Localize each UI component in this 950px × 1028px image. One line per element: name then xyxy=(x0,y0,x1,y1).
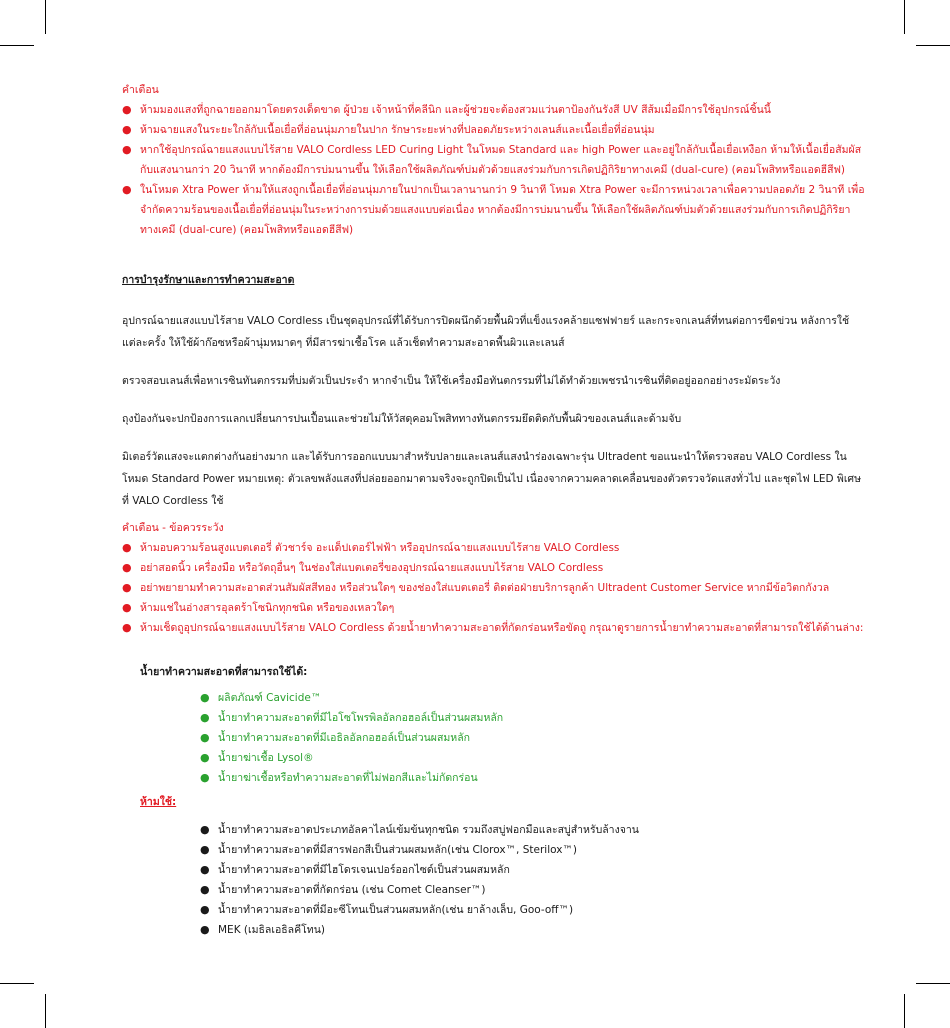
allowed-section xyxy=(140,662,840,788)
caution-item: ● ห้ามแช่ในอ่างสารอุลตร้าโซนิกทุกชนิด หรือของเหลวใดๆ xyxy=(122,598,867,618)
warning-item: ● ในโหมด Xtra Power ห้ามให้แสงถูกเนื้อเยื่อที่อ่อนนุ่มภายในปากเป็นเวลานานกว่า 9 วินาที โหมด Xtra Power จะมีการหน่วงเวลาเพื่อความปลอดภัย 2 วินาที เพื่อจำกัดความร้อนของเนื้อเยื่อที่อ่อนนุ่มในระหว่างการบ่มด้วยแสงแบบต่อเนื่อง หากต้องมีการบ่มนานขึ้น ให้เลือกใช้ผลิตภัณฑ์บ่มตัวด้วยแสงร่วมกับการเกิดปฏิกิริยาทางเคมี (dual-cure) (คอมโพสิทหรือแอดฮีสีฟ) xyxy=(122,180,867,240)
prohibited-item: ● น้ำยาทำความสะอาดประเภทอัลคาไลน์เข้มข้นทุกชนิด รวมถึงสบู่ฟอกมือและสบู่สำหรับล้างจาน xyxy=(200,820,840,840)
bullet-icon: ● xyxy=(200,923,210,936)
bullet-icon: ● xyxy=(200,691,210,704)
crop-mark-top-right xyxy=(904,0,905,34)
bullet-icon: ● xyxy=(200,731,210,744)
allowed-item: ● น้ำยาทำความสะอาดที่มีไอโซโพรพิลอัลกอฮอล์เป็นส่วนผสมหลัก xyxy=(200,708,840,728)
caution-item: ● อย่าสอดนิ้ว เครื่องมือ หรือวัตถุอื่นๆ ในช่องใส่แบตเตอรี่ของอุปกรณ์ฉายแสงแบบไร้สาย VALO Cordless xyxy=(122,558,867,578)
bullet-icon: ● xyxy=(122,541,132,554)
bullet-icon: ● xyxy=(200,751,210,764)
caution-list xyxy=(122,538,867,638)
allowed-list xyxy=(200,688,840,788)
bullet-icon: ● xyxy=(122,183,132,196)
maintenance-paragraph: ถุงป้องกันจะปกป้องการแลกเปลี่ยนการปนเปื้อนและช่วยไม่ให้วัสดุคอมโพสิททางทันตกรรมยึดติดกับพื้นผิวของเลนส์และด้ามจับ xyxy=(122,413,682,425)
bullet-icon: ● xyxy=(200,903,210,916)
warning-section xyxy=(122,80,867,240)
crop-mark-top-left xyxy=(45,0,46,34)
crop-mark-bottom-left xyxy=(45,994,46,1028)
allowed-heading: น้ำยาทำความสะอาดที่สามารถใช้ได้: xyxy=(140,666,308,678)
maintenance-paragraph: มิเตอร์วัดแสงจะแตกต่างกันอย่างมาก และได้รับการออกแบบมาสำหรับปลายและเลนส์แสงนำร่องเฉพาะรุ่น Ultradent ขอแนะนำให้ตรวจสอบ VALO Cordless ในโหมด Standard Power หมายเหตุ: ตัวเลขพลังแสงที่ปล่อยออกมาตามจริงจะถูกปิดเป็นไป เนื่องจากความคลาดเคลื่อนของตัวตรวจวัดแสงทั่วไป และชุดไฟ LED พิเศษที่ VALO Cordless ใช้ xyxy=(122,451,861,507)
crop-mark-bottom-right-h xyxy=(916,983,950,984)
warning-title: คำเตือน xyxy=(122,84,159,96)
crop-mark-top-left-h xyxy=(0,45,34,46)
maintenance-section xyxy=(122,270,867,512)
crop-mark-top-right-h xyxy=(916,45,950,46)
caution-item: ● อย่าพยายามทำความสะอาดส่วนสัมผัสสีทอง หรือส่วนใดๆ ของช่องใส่แบตเตอรี่ ติดต่อฝ่ายบริการลูกค้า Ultradent Customer Service หากมีข้อวิตกกังวล xyxy=(122,578,867,598)
bullet-icon: ● xyxy=(122,143,132,156)
bullet-icon: ● xyxy=(122,581,132,594)
bullet-icon: ● xyxy=(200,883,210,896)
bullet-icon: ● xyxy=(122,561,132,574)
maintenance-paragraph: ตรวจสอบเลนส์เพื่อหาเรซินทันตกรรมที่บ่มตัวเป็นประจำ หากจำเป็น ให้ใช้เครื่องมือทันตกรรมที่ไม่ได้ทำด้วยเพชรนำเรซินที่ติดอยู่ออกอย่างระมัดระวัง xyxy=(122,375,781,387)
maintenance-heading: การบำรุงรักษาและการทำความสะอาด xyxy=(122,274,295,286)
bullet-icon: ● xyxy=(200,843,210,856)
warning-item: ● ห้ามฉายแสงในระยะใกล้กับเนื้อเยื่อที่อ่อนนุ่มภายในปาก รักษาระยะห่างที่ปลอดภัยระหว่างเลนส์และเนื้อเยื่อที่อ่อนนุ่ม xyxy=(122,120,867,140)
allowed-item: ● น้ำยาทำความสะอาดที่มีเอธิลอัลกอฮอล์เป็นส่วนผสมหลัก xyxy=(200,728,840,748)
crop-mark-bottom-right xyxy=(904,994,905,1028)
prohibited-list xyxy=(200,820,840,940)
prohibited-item: ● น้ำยาทำความสะอาดที่กัดกร่อน (เช่น Comet Cleanser™) xyxy=(200,880,840,900)
allowed-item: ● ผลิตภัณฑ์ Cavicide™ xyxy=(200,688,840,708)
prohibited-item: ● น้ำยาทำความสะอาดที่มีไฮโดรเจนเปอร์ออกไซด์เป็นส่วนผสมหลัก xyxy=(200,860,840,880)
bullet-icon: ● xyxy=(122,601,132,614)
allowed-item: ● น้ำยาฆ่าเชื้อหรือทำความสะอาดที่ไม่ฟอกสีและไม่กัดกร่อน xyxy=(200,768,840,788)
allowed-item: ● น้ำยาฆ่าเชื้อ Lysol® xyxy=(200,748,840,768)
bullet-icon: ● xyxy=(200,711,210,724)
bullet-icon: ● xyxy=(122,621,132,634)
bullet-icon: ● xyxy=(200,863,210,876)
prohibited-item: ● น้ำยาทำความสะอาดที่มีอะซีโทนเป็นส่วนผสมหลัก(เช่น ยาล้างเล็บ, Goo-off™) xyxy=(200,900,840,920)
warning-item: ● หากใช้อุปกรณ์ฉายแสงแบบไร้สาย VALO Cordless LED Curing Light ในโหมด Standard และ high Power และอยู่ใกล้กับเนื้อเยื่อเหงือก ห้ามให้เนื้อเยื่อสัมผัสกับแสงนานกว่า 20 วินาที หากต้องมีการบ่มนานขึ้น ให้เลือกใช้ผลิตภัณฑ์บ่มตัวด้วยแสงร่วมกับการเกิดปฏิกิริยาทางเคมี (dual-cure) (คอมโพสิทหรือแอดฮีสีฟ) xyxy=(122,140,867,180)
prohibited-item: ● น้ำยาทำความสะอาดที่มีสารฟอกสีเป็นส่วนผสมหลัก(เช่น Clorox™, Sterilox™) xyxy=(200,840,840,860)
warning-list xyxy=(122,100,867,240)
bullet-icon: ● xyxy=(122,103,132,116)
warning-item: ● ห้ามมองแสงที่ถูกฉายออกมาโดยตรงเด็ดขาด ผู้ป่วย เจ้าหน้าที่คลีนิก และผู้ช่วยจะต้องสวมแว่นตาป้องกันรังสี UV สีส้มเมื่อมีการใช้อุปกรณ์ชิ้นนี้ xyxy=(122,100,867,120)
prohibited-item: ● MEK (เมธิลเอธิลคีโทน) xyxy=(200,920,840,940)
prohibited-heading: ห้ามใช้: xyxy=(140,796,177,808)
caution-item: ● ห้ามเช็ดถูอุปกรณ์ฉายแสงแบบไร้สาย VALO Cordless ด้วยน้ำยาทำความสะอาดที่กัดกร่อนหรือขัดถู กรุณาดูรายการน้ำยาทำความสะอาดที่สามารถใช้ได้ด้านล่าง: xyxy=(122,618,867,638)
prohibited-section xyxy=(140,792,840,940)
crop-mark-bottom-left-h xyxy=(0,983,34,984)
caution-title: คำเตือน - ข้อควรระวัง xyxy=(122,522,224,534)
bullet-icon: ● xyxy=(200,771,210,784)
maintenance-paragraph: อุปกรณ์ฉายแสงแบบไร้สาย VALO Cordless เป็นชุดอุปกรณ์ที่ได้รับการปิดผนึกด้วยพื้นผิวที่แข็งแรงคล้ายแซฟฟายร์ และกระจกเลนส์ที่ทนต่อการขีดข่วน หลังการใช้แต่ละครั้ง ให้ใช้ผ้าก๊อซหรือผ้านุ่มหมาดๆ ที่มีสารฆ่าเชื้อโรค แล้วเช็ดทำความสะอาดพื้นผิวและเลนส์ xyxy=(122,315,850,349)
bullet-icon: ● xyxy=(122,123,132,136)
bullet-icon: ● xyxy=(200,823,210,836)
caution-item: ● ห้ามอบความร้อนสูงแบตเตอรี่ ตัวชาร์จ อะแด็ปเตอร์ไฟฟ้า หรืออุปกรณ์ฉายแสงแบบไร้สาย VALO Cordless xyxy=(122,538,867,558)
caution-section xyxy=(122,518,867,638)
